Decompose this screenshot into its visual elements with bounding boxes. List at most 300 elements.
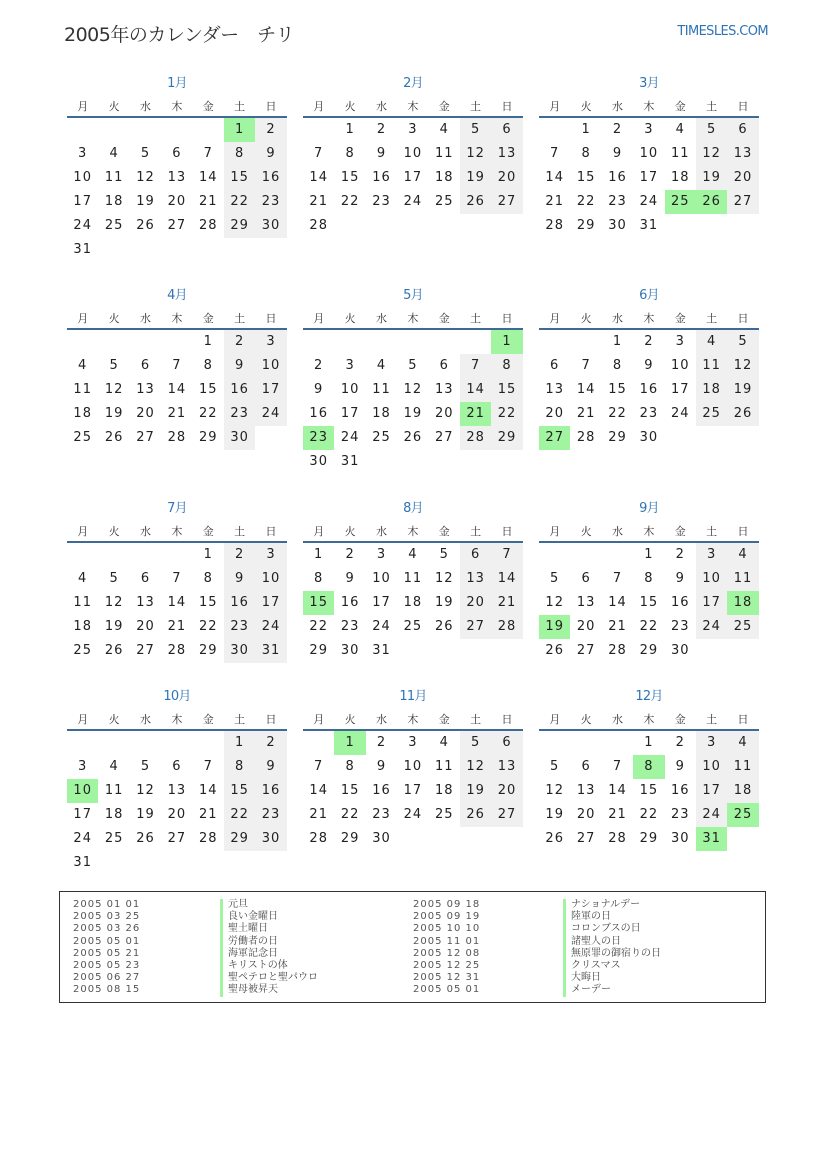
day-cell: 14 <box>309 783 328 798</box>
weekday-label: 月 <box>549 100 561 113</box>
weekday-label: 日 <box>737 525 749 538</box>
day-cell: 13 <box>167 783 187 798</box>
day-cell: 2 <box>255 731 286 755</box>
day-cell: 2 <box>675 547 685 562</box>
day-cell: 5 <box>550 571 560 586</box>
weekday-label: 日 <box>501 312 513 325</box>
day-cell: 11 <box>73 382 92 397</box>
empty-cell <box>67 543 98 567</box>
weekday-label: 木 <box>171 713 183 726</box>
month-calendar <box>539 683 759 851</box>
day-cell: 27 <box>136 643 155 658</box>
day-cell: 19 <box>136 807 155 822</box>
empty-cell <box>334 330 365 354</box>
day-cell: 28 <box>309 831 328 846</box>
month-name: 10月 <box>163 689 191 704</box>
day-cell: 16 <box>224 378 255 402</box>
month-name: 3月 <box>639 76 659 91</box>
month-calendar <box>303 495 523 663</box>
weekday-label: 木 <box>171 312 183 325</box>
month-calendar <box>539 70 759 238</box>
holiday-date: 2005 06 27 <box>73 972 141 984</box>
day-cell: 6 <box>172 146 182 161</box>
day-cell: 16 <box>340 595 360 610</box>
day-cell: 30 <box>255 827 286 851</box>
day-cell: 1 <box>345 122 355 137</box>
weekday-label: 水 <box>611 525 623 538</box>
weekday-label: 金 <box>202 525 214 538</box>
day-grid <box>539 118 759 238</box>
weekday-label: 月 <box>77 525 89 538</box>
weekday-label: 水 <box>375 713 387 726</box>
day-cell: 20 <box>460 591 491 615</box>
holiday-day-cell: 1 <box>491 330 522 354</box>
empty-cell <box>570 731 601 755</box>
empty-cell <box>130 731 161 755</box>
month-calendar <box>303 683 523 851</box>
month-calendar <box>67 683 287 875</box>
holiday-date: 2005 12 25 <box>413 959 481 971</box>
weekday-label: 火 <box>108 312 120 325</box>
day-cell: 3 <box>345 358 355 373</box>
weekday-header <box>539 310 759 330</box>
day-cell: 19 <box>403 406 423 421</box>
day-cell: 21 <box>167 619 187 634</box>
empty-cell <box>193 731 224 755</box>
day-cell: 23 <box>372 194 391 209</box>
weekday-label: 土 <box>706 525 718 538</box>
day-cell: 10 <box>255 567 286 591</box>
weekday-label: 日 <box>501 100 513 113</box>
day-cell: 25 <box>434 807 454 822</box>
day-cell: 2 <box>675 735 685 750</box>
weekday-label: 日 <box>265 525 277 538</box>
day-cell: 26 <box>104 643 124 658</box>
empty-cell <box>98 543 129 567</box>
day-cell: 24 <box>372 619 391 634</box>
weekday-label: 月 <box>313 713 325 726</box>
month-name: 11月 <box>399 689 427 704</box>
day-cell: 6 <box>140 571 151 586</box>
day-cell: 26 <box>545 831 564 846</box>
day-cell: 24 <box>255 402 286 426</box>
day-cell: 28 <box>491 615 522 639</box>
day-cell: 13 <box>491 142 522 166</box>
holiday-date: 2005 05 21 <box>73 947 141 959</box>
weekday-label: 木 <box>643 312 655 325</box>
weekday-label: 水 <box>611 713 623 726</box>
weekday-label: 土 <box>470 312 482 325</box>
day-cell: 30 <box>224 426 255 450</box>
empty-cell <box>130 118 161 142</box>
day-cell: 8 <box>224 755 255 779</box>
day-cell: 12 <box>403 382 423 397</box>
day-cell: 16 <box>608 170 627 185</box>
empty-cell <box>130 330 161 354</box>
day-cell: 23 <box>255 190 286 214</box>
holiday-name: ナショナルデー <box>563 899 661 911</box>
day-cell: 21 <box>309 807 328 822</box>
day-cell: 6 <box>491 731 522 755</box>
weekday-label: 金 <box>202 713 214 726</box>
day-cell: 8 <box>581 146 591 161</box>
day-cell: 14 <box>309 170 328 185</box>
day-cell: 4 <box>675 122 685 137</box>
day-cell: 3 <box>408 122 418 137</box>
day-cell: 17 <box>696 779 727 803</box>
holiday-name: 陸軍の日 <box>563 911 661 923</box>
month-name: 7月 <box>167 501 187 516</box>
day-cell: 5 <box>696 118 727 142</box>
day-cell: 7 <box>172 571 182 586</box>
holiday-date: 2005 03 25 <box>73 911 141 923</box>
day-cell: 11 <box>727 755 758 779</box>
day-cell: 21 <box>608 807 627 822</box>
page-title: 2005年のカレンダー チリ <box>64 24 295 46</box>
day-cell: 15 <box>198 382 218 397</box>
weekday-label: 土 <box>706 312 718 325</box>
holiday-day-cell: 21 <box>460 402 491 426</box>
weekday-label: 木 <box>643 713 655 726</box>
day-cell: 10 <box>639 146 659 161</box>
day-cell: 19 <box>460 779 491 803</box>
day-cell: 1 <box>581 122 591 137</box>
day-cell: 5 <box>140 146 151 161</box>
weekday-label: 金 <box>674 312 686 325</box>
site-link[interactable]: TIMESLES.COM <box>677 24 768 39</box>
holiday-date: 2005 12 08 <box>413 947 481 959</box>
day-cell: 26 <box>104 430 124 445</box>
weekday-label: 水 <box>375 312 387 325</box>
day-cell: 28 <box>198 218 218 233</box>
day-cell: 18 <box>73 406 92 421</box>
day-cell: 17 <box>255 378 286 402</box>
day-cell: 29 <box>491 426 522 450</box>
day-cell: 10 <box>670 358 690 373</box>
day-cell: 3 <box>376 547 387 562</box>
day-cell: 24 <box>696 615 727 639</box>
day-cell: 22 <box>639 807 659 822</box>
holiday-day-cell: 1 <box>334 731 365 755</box>
day-grid <box>539 731 759 851</box>
day-grid <box>67 543 287 663</box>
day-cell: 24 <box>340 430 360 445</box>
weekday-label: 木 <box>643 100 655 113</box>
weekday-label: 日 <box>501 525 513 538</box>
day-cell: 27 <box>727 190 758 214</box>
day-cell: 28 <box>309 218 328 233</box>
day-cell: 14 <box>491 567 522 591</box>
empty-cell <box>67 330 98 354</box>
day-cell: 19 <box>545 807 564 822</box>
month-name: 4月 <box>167 288 187 303</box>
weekday-label: 水 <box>139 525 151 538</box>
day-cell: 23 <box>372 807 391 822</box>
weekday-label: 金 <box>438 525 450 538</box>
day-cell: 20 <box>491 779 522 803</box>
day-cell: 11 <box>372 382 391 397</box>
day-cell: 2 <box>314 358 324 373</box>
day-cell: 17 <box>372 595 391 610</box>
month-name: 2月 <box>403 76 423 91</box>
day-cell: 5 <box>109 358 119 373</box>
day-cell: 2 <box>612 122 623 137</box>
day-cell: 15 <box>340 170 360 185</box>
weekday-label: 木 <box>407 100 419 113</box>
day-cell: 5 <box>550 759 560 774</box>
day-cell: 30 <box>340 643 360 658</box>
day-cell: 25 <box>727 615 758 639</box>
day-cell: 12 <box>727 354 758 378</box>
month-name: 12月 <box>635 689 663 704</box>
weekday-label: 土 <box>470 100 482 113</box>
day-cell: 18 <box>73 619 92 634</box>
holiday-name: 諸聖人の日 <box>563 936 661 948</box>
weekday-label: 月 <box>549 525 561 538</box>
day-cell: 7 <box>612 571 623 586</box>
day-cell: 7 <box>612 759 623 774</box>
day-cell: 26 <box>434 619 454 634</box>
day-cell: 1 <box>224 731 255 755</box>
day-cell: 11 <box>434 759 454 774</box>
day-cell: 20 <box>727 166 758 190</box>
day-cell: 16 <box>255 779 286 803</box>
day-cell: 22 <box>576 194 596 209</box>
day-cell: 8 <box>491 354 522 378</box>
weekday-header <box>303 310 523 330</box>
holiday-day-cell: 25 <box>727 803 758 827</box>
day-cell: 13 <box>491 755 522 779</box>
day-cell: 20 <box>434 406 454 421</box>
weekday-label: 金 <box>438 100 450 113</box>
day-cell: 22 <box>198 406 218 421</box>
day-cell: 24 <box>73 831 92 846</box>
weekday-label: 土 <box>234 312 246 325</box>
day-cell: 28 <box>167 643 187 658</box>
day-cell: 11 <box>727 567 758 591</box>
weekday-header <box>303 711 523 731</box>
day-cell: 5 <box>140 759 151 774</box>
day-cell: 14 <box>460 378 491 402</box>
day-cell: 22 <box>340 807 360 822</box>
holiday-day-cell: 31 <box>696 827 727 851</box>
day-cell: 14 <box>167 382 187 397</box>
day-cell: 19 <box>104 619 124 634</box>
day-grid <box>67 731 287 875</box>
empty-cell <box>161 330 192 354</box>
weekday-label: 水 <box>139 713 151 726</box>
weekday-header <box>67 310 287 330</box>
day-cell: 15 <box>639 783 659 798</box>
weekday-label: 土 <box>234 100 246 113</box>
holiday-name: メーデー <box>563 984 661 996</box>
month-name: 5月 <box>403 288 423 303</box>
weekday-label: 金 <box>202 312 214 325</box>
day-cell: 10 <box>696 755 727 779</box>
weekday-label: 土 <box>706 100 718 113</box>
day-cell: 25 <box>434 194 454 209</box>
holiday-date: 2005 10 10 <box>413 923 481 935</box>
day-cell: 10 <box>403 146 423 161</box>
holiday-day-cell: 1 <box>224 118 255 142</box>
day-cell: 30 <box>608 218 627 233</box>
day-cell: 18 <box>104 807 124 822</box>
day-cell: 21 <box>491 591 522 615</box>
holiday-name: 労働者の日 <box>220 936 318 948</box>
weekday-label: 金 <box>674 100 686 113</box>
day-cell: 9 <box>224 354 255 378</box>
day-cell: 7 <box>172 358 182 373</box>
weekday-label: 日 <box>737 100 749 113</box>
weekday-header <box>539 98 759 118</box>
day-cell: 2 <box>224 543 255 567</box>
holiday-name: 聖土曜日 <box>220 923 318 935</box>
holiday-legend <box>59 891 766 1003</box>
day-cell: 22 <box>224 190 255 214</box>
empty-cell <box>366 330 397 354</box>
day-cell: 4 <box>439 735 449 750</box>
day-cell: 12 <box>136 170 155 185</box>
empty-cell <box>602 543 633 567</box>
day-cell: 29 <box>608 430 627 445</box>
day-cell: 16 <box>372 783 391 798</box>
weekday-label: 月 <box>77 312 89 325</box>
day-cell: 10 <box>73 170 92 185</box>
empty-cell <box>539 330 570 354</box>
day-cell: 26 <box>136 831 155 846</box>
day-cell: 13 <box>434 382 454 397</box>
holiday-name: クリスマス <box>563 960 661 972</box>
day-cell: 6 <box>140 358 151 373</box>
day-cell: 18 <box>434 170 454 185</box>
weekday-label: 日 <box>737 312 749 325</box>
holiday-day-cell: 27 <box>539 426 570 450</box>
holiday-name: 聖ペテロと聖パウロ <box>220 972 318 984</box>
day-cell: 3 <box>696 543 727 567</box>
day-cell: 12 <box>104 595 124 610</box>
day-cell: 7 <box>550 146 560 161</box>
day-cell: 20 <box>545 406 564 421</box>
weekday-label: 金 <box>438 713 450 726</box>
day-cell: 18 <box>403 595 423 610</box>
day-cell: 25 <box>372 430 391 445</box>
day-cell: 9 <box>675 571 685 586</box>
day-cell: 21 <box>608 619 627 634</box>
holiday-day-cell: 19 <box>539 615 570 639</box>
day-cell: 2 <box>345 547 355 562</box>
day-cell: 30 <box>639 430 659 445</box>
day-cell: 5 <box>727 330 758 354</box>
empty-cell <box>161 118 192 142</box>
day-cell: 19 <box>727 378 758 402</box>
day-cell: 8 <box>345 759 355 774</box>
day-cell: 7 <box>314 146 324 161</box>
month-name: 9月 <box>639 501 659 516</box>
legend-names-col-1 <box>220 899 318 997</box>
day-cell: 20 <box>167 194 187 209</box>
day-cell: 26 <box>545 643 564 658</box>
day-cell: 22 <box>224 803 255 827</box>
weekday-label: 日 <box>737 713 749 726</box>
day-cell: 23 <box>224 402 255 426</box>
day-grid <box>303 118 523 238</box>
weekday-header <box>539 711 759 731</box>
day-cell: 23 <box>670 807 690 822</box>
holiday-name: 元旦 <box>220 899 318 911</box>
day-cell: 14 <box>198 170 218 185</box>
day-cell: 14 <box>545 170 564 185</box>
weekday-header <box>539 523 759 543</box>
day-grid <box>539 543 759 663</box>
day-cell: 17 <box>403 783 423 798</box>
weekday-label: 月 <box>549 312 561 325</box>
day-cell: 9 <box>255 142 286 166</box>
empty-cell <box>161 543 192 567</box>
empty-cell <box>570 543 601 567</box>
day-cell: 16 <box>670 783 690 798</box>
day-cell: 16 <box>372 170 391 185</box>
day-cell: 29 <box>224 214 255 238</box>
day-grid <box>303 543 523 663</box>
day-cell: 17 <box>255 591 286 615</box>
day-cell: 11 <box>403 571 423 586</box>
day-cell: 15 <box>224 779 255 803</box>
day-cell: 10 <box>403 759 423 774</box>
day-grid <box>67 330 287 450</box>
empty-cell <box>67 731 98 755</box>
day-cell: 6 <box>581 759 591 774</box>
day-cell: 25 <box>73 643 92 658</box>
day-cell: 18 <box>434 783 454 798</box>
holiday-day-cell: 25 <box>665 190 696 214</box>
day-cell: 10 <box>255 354 286 378</box>
day-cell: 21 <box>198 807 218 822</box>
weekday-header <box>67 98 287 118</box>
holiday-name: 良い金曜日 <box>220 911 318 923</box>
day-cell: 8 <box>203 571 213 586</box>
weekday-label: 土 <box>706 713 718 726</box>
day-cell: 23 <box>639 406 659 421</box>
day-cell: 2 <box>255 118 286 142</box>
day-cell: 31 <box>372 643 391 658</box>
day-cell: 31 <box>255 639 286 663</box>
day-cell: 26 <box>403 430 423 445</box>
weekday-label: 月 <box>77 713 89 726</box>
day-cell: 13 <box>167 170 187 185</box>
day-cell: 4 <box>78 571 88 586</box>
day-cell: 20 <box>576 807 596 822</box>
weekday-label: 木 <box>407 713 419 726</box>
holiday-day-cell: 10 <box>67 779 98 803</box>
day-cell: 12 <box>460 755 491 779</box>
day-cell: 16 <box>639 382 659 397</box>
day-cell: 30 <box>670 831 690 846</box>
day-cell: 23 <box>608 194 627 209</box>
day-cell: 9 <box>612 146 623 161</box>
weekday-label: 月 <box>313 312 325 325</box>
day-cell: 29 <box>639 831 659 846</box>
day-cell: 2 <box>644 334 654 349</box>
weekday-label: 木 <box>407 312 419 325</box>
day-cell: 13 <box>576 595 596 610</box>
day-cell: 12 <box>104 382 124 397</box>
day-cell: 7 <box>203 146 213 161</box>
day-cell: 26 <box>136 218 155 233</box>
legend-dates-col-1 <box>73 899 140 997</box>
day-cell: 31 <box>73 855 92 870</box>
day-cell: 20 <box>167 807 187 822</box>
day-cell: 30 <box>309 454 328 469</box>
